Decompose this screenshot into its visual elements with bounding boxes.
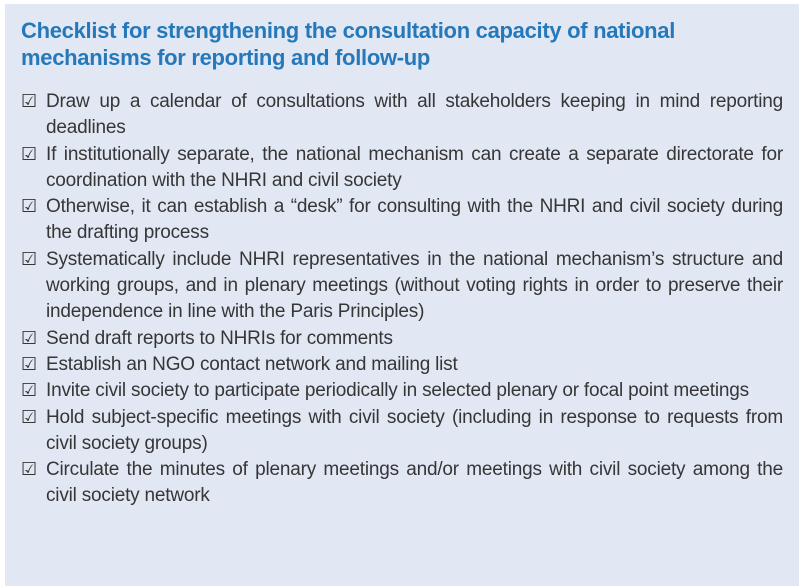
checklist-item <box>16 89 783 142</box>
checklist-item <box>16 378 783 404</box>
checkbox-checked-icon: ☑ <box>21 406 38 428</box>
checklist-item-text: If institutionally separate, the national mechanism can create a separate directorate for coordination with the NHRI and civil society <box>46 143 783 191</box>
checklist-item-text: Establish an NGO contact network and mailing list <box>46 353 458 375</box>
checklist-item <box>16 247 783 326</box>
checkbox-checked-icon: ☑ <box>21 143 38 165</box>
checkbox-checked-icon: ☑ <box>21 353 38 375</box>
checklist-item-text: Draw up a calendar of consultations with all stakeholders keeping in mind reporting deadlines <box>46 91 783 139</box>
checkbox-checked-icon: ☑ <box>21 327 38 349</box>
checklist-item-text: Systematically include NHRI representatives in the national mechanism’s structure and working groups, and in plenary meetings (without voting rights in order to preserve their independence in line with the Paris Principles) <box>46 248 783 323</box>
checkbox-checked-icon: ☑ <box>21 248 38 270</box>
checklist-item <box>16 326 783 352</box>
checklist-panel <box>5 4 799 586</box>
checklist <box>16 89 783 510</box>
checklist-item-text: Circulate the minutes of plenary meetings and/or meetings with civil society among the civil society network <box>46 459 783 507</box>
checkbox-checked-icon: ☑ <box>21 380 38 402</box>
checklist-item-text: Send draft reports to NHRIs for comments <box>46 327 393 349</box>
checklist-item-text: Hold subject-specific meetings with civil society (including in response to requests from civil society groups) <box>46 406 783 454</box>
checkbox-checked-icon: ☑ <box>21 459 38 481</box>
checklist-item-text: Invite civil society to participate periodically in selected plenary or focal point meetings <box>46 380 749 402</box>
checkbox-checked-icon: ☑ <box>21 91 38 112</box>
checklist-item <box>16 457 783 510</box>
checklist-item-text: Otherwise, it can establish a “desk” for consulting with the NHRI and civil society during the drafting process <box>46 196 783 244</box>
checklist-item <box>16 405 783 458</box>
page-title: Checklist for strengthening the consultation capacity of national mechanisms for reporting and follow-up <box>21 18 676 70</box>
checkbox-checked-icon: ☑ <box>21 196 38 218</box>
checklist-item <box>16 352 783 378</box>
checklist-item <box>16 194 783 247</box>
checklist-item <box>16 142 783 195</box>
